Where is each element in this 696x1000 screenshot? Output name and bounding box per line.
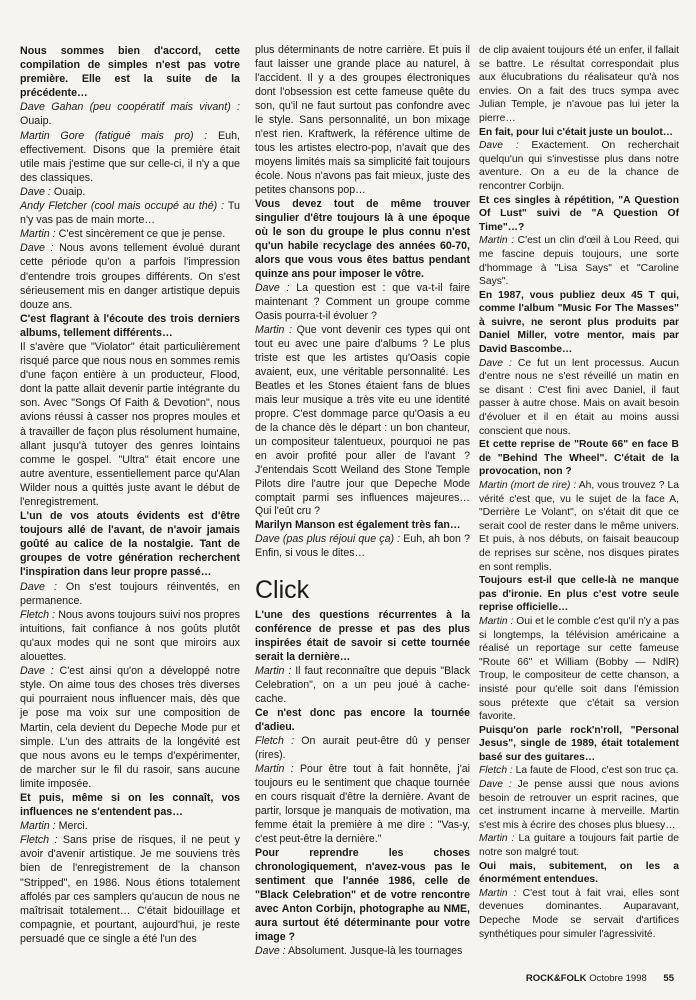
interview-answer [479, 479, 679, 574]
speaker-label: Martin : [20, 820, 56, 833]
interview-question: Et cette reprise de "Route 66" en face B de "Behind The Wheel". C'était de la provocation, non ? [479, 439, 679, 478]
answer-text: plus déterminants de notre carrière. Et puis il faut laisser une grande place au naturel, à l'accident. Il y a des groupes électroniques dont l'obsession est cette fameuse quête du son, qu'il ne faut surtout pas confondre avec le style. Sans personnalité, un bon mixage n'est rien. Kraftwerk, la référence ultime de tous les artistes electro-pop, n'avait que des moyens limités mais sa simplicité fait toujours école. Nous n'avons pas fait mieux, juste des petites chansons pop… [255, 44, 470, 196]
column-3 [479, 44, 679, 941]
speaker-label: Dave : [20, 185, 51, 198]
answer-text: Absolument. Jusque-là les tournages [285, 945, 463, 958]
answer-text: Ah, vous trouvez ? La vérité c'est que, vu le sujet de la face A, "Derrière Le Volant", on s'était dit que ce serait cool de rester dans le même univers. Et puis, à nos débuts, on faisait beaucoup de reprises sur scène, nos disques pirates en sont remplis. [479, 480, 679, 573]
speaker-label: Martin : [479, 235, 515, 247]
magazine-name: ROCK&FOLK [525, 973, 587, 984]
interview-question: En fait, pour lui c'était juste un boulot… [479, 126, 674, 138]
interview-answer [255, 324, 470, 520]
answer-text: On s'est toujours réinventés, en permanence. [20, 580, 240, 607]
section-heading: Click [255, 576, 310, 605]
interview-answer [20, 608, 240, 664]
answer-text: La question est : que va-t-il faire maintenant ? Comment un groupe comme Oasis pourra-t-il évoluer ? [255, 281, 470, 322]
answer-text: Exactement. On recherchait quelqu'un qui s'investisse plus dans notre aventure. On a eu de la chance de rencontrer Corbijn. [479, 140, 679, 192]
interview-answer [479, 357, 679, 439]
interview-answer [20, 100, 240, 128]
answer-text: Il faut reconnaître que depuis "Black Celebration", on a un peu joué à cache-cache. [255, 665, 470, 706]
answer-text: C'est tout à fait vrai, elles sont devenues dominantes. Auparavant, Depeche Mode se servait d'artifices synthétiques pour simuler l'agressivité. [479, 887, 679, 940]
speaker-label: Dave : [255, 281, 290, 294]
speaker-label: Dave : [479, 140, 519, 152]
speaker-label: Martin : [255, 323, 293, 336]
speaker-label: Dave : [20, 242, 54, 255]
interview-answer [479, 44, 679, 126]
answer-text: C'est ainsi qu'on a développé notre style. On aime tous des choses très diverses qui pourraient nous influencer mais, dès que je pose ma voix sur une composition de Martin, cela devient du Depeche Mode pur et simple. L'un des attraits de la longévité est que nous avons eu le temps d'expérimenter, de marcher sur le fil du rasoir, sans aucune limite imposée. [20, 665, 241, 790]
interview-answer [20, 833, 240, 946]
interview-question: C'est flagrant à l'écoute des trois derniers albums, tellement différents… [20, 312, 240, 339]
interview-answer [479, 887, 679, 941]
interview-answer [20, 819, 240, 833]
speaker-label: Dave : [479, 779, 512, 791]
interview-question: Pour reprendre les choses chronologiquement, n'avez-vous pas le sentiment que l'année 1986, celle de "Black Celebration" et de votre rencontre avec Anton Corbijn, photographe au NME, aura surtout été déterminante pour votre image ? [255, 847, 470, 944]
speaker-label: Fletch : [479, 765, 513, 777]
answer-text: La faute de Flood, c'est son truc ça. [512, 765, 679, 777]
interview-answer [20, 340, 240, 509]
speaker-label: Martin : [20, 228, 56, 241]
speaker-label: Andy Fletcher (cool mais occupé au thé) : [20, 200, 225, 213]
interview-answer [20, 580, 240, 608]
interview-answer [255, 665, 470, 707]
interview-question: Oui mais, subitement, on les a énormément entendues. [479, 860, 679, 886]
interview-question: Et puis, même si on les connaît, vos influences ne s'entendent pas… [20, 791, 240, 819]
speaker-label: Martin : [255, 665, 292, 678]
answer-text: Oui et le comble c'est qu'il n'y a pas si longtemps, la télévision américaine a réalisé un reportage sur cette fameuse "Route 66" et William (Bobby — NdlR) Troup, le compositeur de cette chanson, a insisté pour qu'elle soit dans l'émission sous prétexte que c'était sa version favorite. [479, 615, 679, 723]
answer-text: Merci. [55, 820, 88, 833]
interview-answer [479, 615, 679, 724]
answer-text: Ce fut un lent processus. Aucun d'entre nous ne s'est réveillé un matin en se disant : C'est fini avec Daniel, il faut passer à autre chose. Mais on avait besoin d'évoluer et il en était au moins aussi conscient que nous. [479, 357, 679, 437]
speaker-label: Martin : [255, 763, 294, 776]
interview-answer [479, 139, 679, 193]
speaker-label: Dave : [20, 665, 54, 678]
speaker-label: Dave (pas plus réjoui que ça) : [255, 533, 401, 546]
answer-text: Pour être tout à fait honnête, j'ai toujours eu le sentiment que chaque tournée en cours risquait d'être la dernière. Avant de partir, lorsque je manquais de motivation, ma femme était la première à me dire : "Vas-y, c'est peut-être la dernière." [255, 763, 470, 846]
answer-text: Euh, ah bon ? Enfin, si vous le dites… [255, 533, 470, 560]
interview-answer [255, 44, 470, 198]
interview-answer [479, 764, 679, 778]
answer-text: Sans prise de risques, il ne peut y avoir d'avenir artistique. Je me souviens très bien de l'enregistrement de la chanson "Stripped", en 1986. Nous étions totalement affolés par ces samplers qu'aucun de nous ne maîtrisait totalement… C'était bidouillage et compagnie, et pourtant, aujourd'hui, je reste persuadé que ce single a été l'un des [20, 834, 241, 945]
interview-answer [255, 533, 470, 561]
answer-text: Ouaip. [20, 115, 52, 128]
interview-answer [20, 129, 240, 185]
answer-text: Je pense aussi que nous avions besoin de retrouver un esprit racines, que cet instrument incarne à merveille. Martin s'est mis à écrire des choses plus bluesy… [479, 779, 680, 831]
issue-date: Octobre 1998 [589, 973, 647, 984]
speaker-label: Dave : [20, 580, 57, 593]
interview-question: L'un de vos atouts évidents est d'être toujours allé de l'avant, de n'avoir jamais goûté au calice de la nostalgie. Tant de groupes de votre génération recherchent l'inspiration dans leur propre passé… [20, 510, 240, 579]
speaker-label: Martin : [479, 833, 515, 845]
answer-text: de clip avaient toujours été un enfer, il fallait se battre. Le résultat correspondait plus aux élucubrations du réalisateur qu'à nos envies. On a fait des trucs sympa avec Julian Temple, je n'avoue pas lui jeter la pierre… [479, 45, 679, 124]
speaker-label: Dave Gahan (peu coopératif mais vivant) : [20, 101, 240, 114]
speaker-label: Fletch : [255, 735, 295, 748]
answer-text: La guitare a toujours fait partie de notre son malgré tout. [479, 833, 679, 859]
interview-question: En 1987, vous publiez deux 45 T qui, comme l'album "Music For The Masses" à suivre, ne seront plus produits par Daniel Miller, votre mentor, mais par David Bascombe… [479, 289, 679, 356]
column-2 [255, 44, 470, 959]
interview-answer [20, 664, 240, 791]
interview-question: L'une des questions récurrentes à la conférence de presse et pas des plus inspirées était de savoir si cette tournée serait la dernière… [255, 609, 470, 664]
interview-answer [255, 945, 470, 959]
speaker-label: Dave : [255, 945, 286, 958]
answer-text: C'est sincèrement ce que je pense. [55, 228, 226, 241]
speaker-label: Dave : [479, 357, 512, 369]
interview-answer [255, 282, 470, 324]
column-1 [20, 44, 240, 946]
answer-text: On aurait peut-être dû y penser (rires). [255, 735, 470, 762]
answer-text: C'est un clin d'œil à Lou Reed, qui me fascine depuis toujours, une sorte d'hommage à "Lisa Says" et "Caroline Says". [479, 235, 679, 288]
interview-answer [479, 832, 679, 859]
answer-text: Ouaip. [50, 185, 86, 198]
interview-answer [20, 227, 240, 241]
interview-question: Ce n'est donc pas encore la tournée d'adieu. [255, 707, 470, 734]
page-number: 55 [663, 973, 674, 984]
interview-answer [479, 778, 679, 832]
speaker-label: Martin : [479, 615, 514, 627]
interview-answer [20, 199, 240, 227]
interview-answer [479, 234, 679, 288]
interview-question: Puisqu'on parle rock'n'roll, "Personal Jesus", single de 1989, était totalement basé sur des guitares… [479, 724, 679, 763]
interview-answer [255, 763, 470, 847]
interview-question: Et ces singles à répétition, "A Question Of Lust" suivi de "A Question Of Time"…? [479, 194, 679, 233]
speaker-label: Fletch : [20, 834, 58, 847]
speaker-label: Martin Gore (fatigué mais pro) : [20, 129, 208, 142]
answer-text: Euh, effectivement. Disons que la première était utile mais j'estime que sur celle-ci, il n'y a que des classiques. [20, 129, 240, 184]
speaker-label: Fletch : [20, 608, 56, 621]
interview-question: Nous sommes bien d'accord, cette compilation de simples n'est pas votre première. Elle est la suite de la précédente… [20, 45, 240, 100]
answer-text: Il s'avère que "Violator" était particulièrement risqué parce que nous nous en sommes remis d'une façon entière à un producteur, Flood, dont la patte allait devenir partie intégrante du son. Avec "Songs Of Faith & Devotion", nous avions réussi à casser nos propres moules et à travailler de façon plus résolument humaine, allant jusqu'à tutoyer des genres lointains comme le gospel. "Ultra" était encore une autre aventure, essentiellement parce qu'Alan Wilder nous a quittés juste avant le début de l'enregistrement. [20, 340, 240, 508]
interview-question: Vous devez tout de même trouver singulier d'être toujours là à une époque où le son du groupe le plus connu n'est qu'un habile recyclage des années 60-70, alors que vous vous êtes battus pendant quinze ans pour imposer le vôtre. [255, 197, 470, 280]
answer-text: Tu n'y vas pas de main morte… [20, 200, 240, 227]
speaker-label: Martin (mort de rire) : [479, 480, 577, 491]
interview-answer [255, 735, 470, 763]
answer-text: Nous avons tellement évolué durant cette période qu'on a parfois l'impression d'entendre trois groupes différents. On s'est sérieusement mis en danger artistique depuis douze ans. [20, 242, 240, 311]
page-footer [526, 973, 674, 984]
interview-question: Marilyn Manson est également très fan… [255, 519, 461, 532]
interview-question: Toujours est-il que celle-là ne manque pas d'ironie. En plus c'est votre seule reprise officielle… [479, 575, 679, 614]
answer-text: Que vont devenir ces types qui ont tout eu avec une paire d'albums ? Le plus triste est que les artistes qu'Oasis copie avaient, eux, une véritable personnalité. Les Beatles et les Stones étaient fans de blues mais leur musique a très vite eu une identité propre. C'est dommage parce qu'Oasis a eu de la chance dès le départ : un bon chanteur, un compositeur talentueux, pourquoi ne pas en avoir profité pour aller de l'avant ? J'entendais Scott Weiland des Stone Temple Pilots dire l'autre jour que Depeche Mode comptait parmi ses influences majeures… Qui l'eût cru ? [255, 323, 470, 518]
interview-answer [20, 185, 240, 199]
answer-text: Nous avons toujours suivi nos propres intuitions, fait confiance à nos goûts plutôt qu'aux modes qui ne sont que miroirs aux alouettes. [20, 608, 240, 664]
interview-answer [20, 241, 240, 311]
speaker-label: Martin : [479, 887, 517, 899]
